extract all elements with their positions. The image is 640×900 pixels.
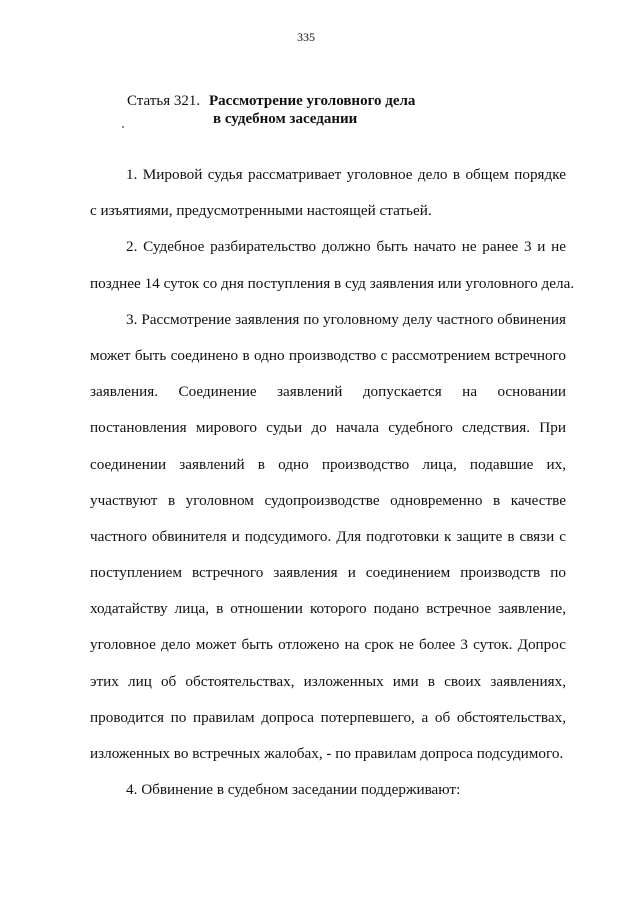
- paragraph-3-line-3: заявления. Соединение заявлений допускается на основании: [90, 383, 566, 401]
- paragraph-3-line-8: поступлением встречного заявления и соединением производств по: [90, 564, 566, 582]
- article-title: [209, 92, 415, 128]
- paragraph-3-line-5: соединении заявлений в одно производство лица, подавшие их,: [90, 455, 566, 473]
- page-number: 335: [297, 30, 315, 44]
- paragraph-1-line-1: 1. Мировой судья рассматривает уголовное дело в общем порядке: [126, 166, 566, 183]
- paragraph-4-line-1: 4. Обвинение в судебном заседании поддерживают:: [126, 781, 461, 799]
- article-heading: [127, 92, 415, 128]
- paragraph-3-line-9: ходатайству лица, в отношении которого подано встречное заявление,: [90, 600, 566, 618]
- paragraph-2-line-2: позднее 14 суток со дня поступления в суд заявления или уголовного дела.: [90, 274, 575, 292]
- scan-speck: [122, 126, 124, 128]
- paragraph-3-line-4: постановления мирового судьи до начала судебного следствия. При: [90, 419, 566, 437]
- paragraph-3-line-6: участвуют в уголовном судопроизводстве одновременно в качестве: [90, 491, 566, 509]
- paragraph-3-line-1: 3. Рассмотрение заявления по уголовному делу частного обвинения: [126, 310, 566, 328]
- article-body: [90, 157, 575, 808]
- paragraph-3-line-12: проводится по правилам допроса потерпевшего, а об обстоятельствах,: [90, 708, 566, 726]
- paragraph-1-line-2: с изъятиями, предусмотренными настоящей статьей.: [90, 202, 432, 220]
- paragraph-3-line-11: этих лиц об обстоятельствах, изложенных ими в своих заявлениях,: [90, 672, 566, 690]
- paragraph-3-line-13: изложенных во встречных жалобах, - по правилам допроса подсудимого.: [90, 745, 564, 762]
- article-title-line-2: в судебном заседании: [213, 111, 358, 127]
- article-title-line-1: Рассмотрение уголовного дела: [209, 93, 416, 109]
- article-label: Статья 321.: [127, 93, 201, 109]
- paragraph-3-line-10: уголовное дело может быть отложено на срок не более 3 суток. Допрос: [90, 636, 566, 654]
- paragraph-3-line-2: может быть соединено в одно производство с рассмотрением встречного: [90, 346, 566, 364]
- paragraph-3-line-7: частного обвинителя и подсудимого. Для подготовки к защите в связи с: [90, 527, 566, 545]
- paragraph-2-line-1: 2. Судебное разбирательство должно быть начато не ранее 3 и не: [126, 238, 566, 256]
